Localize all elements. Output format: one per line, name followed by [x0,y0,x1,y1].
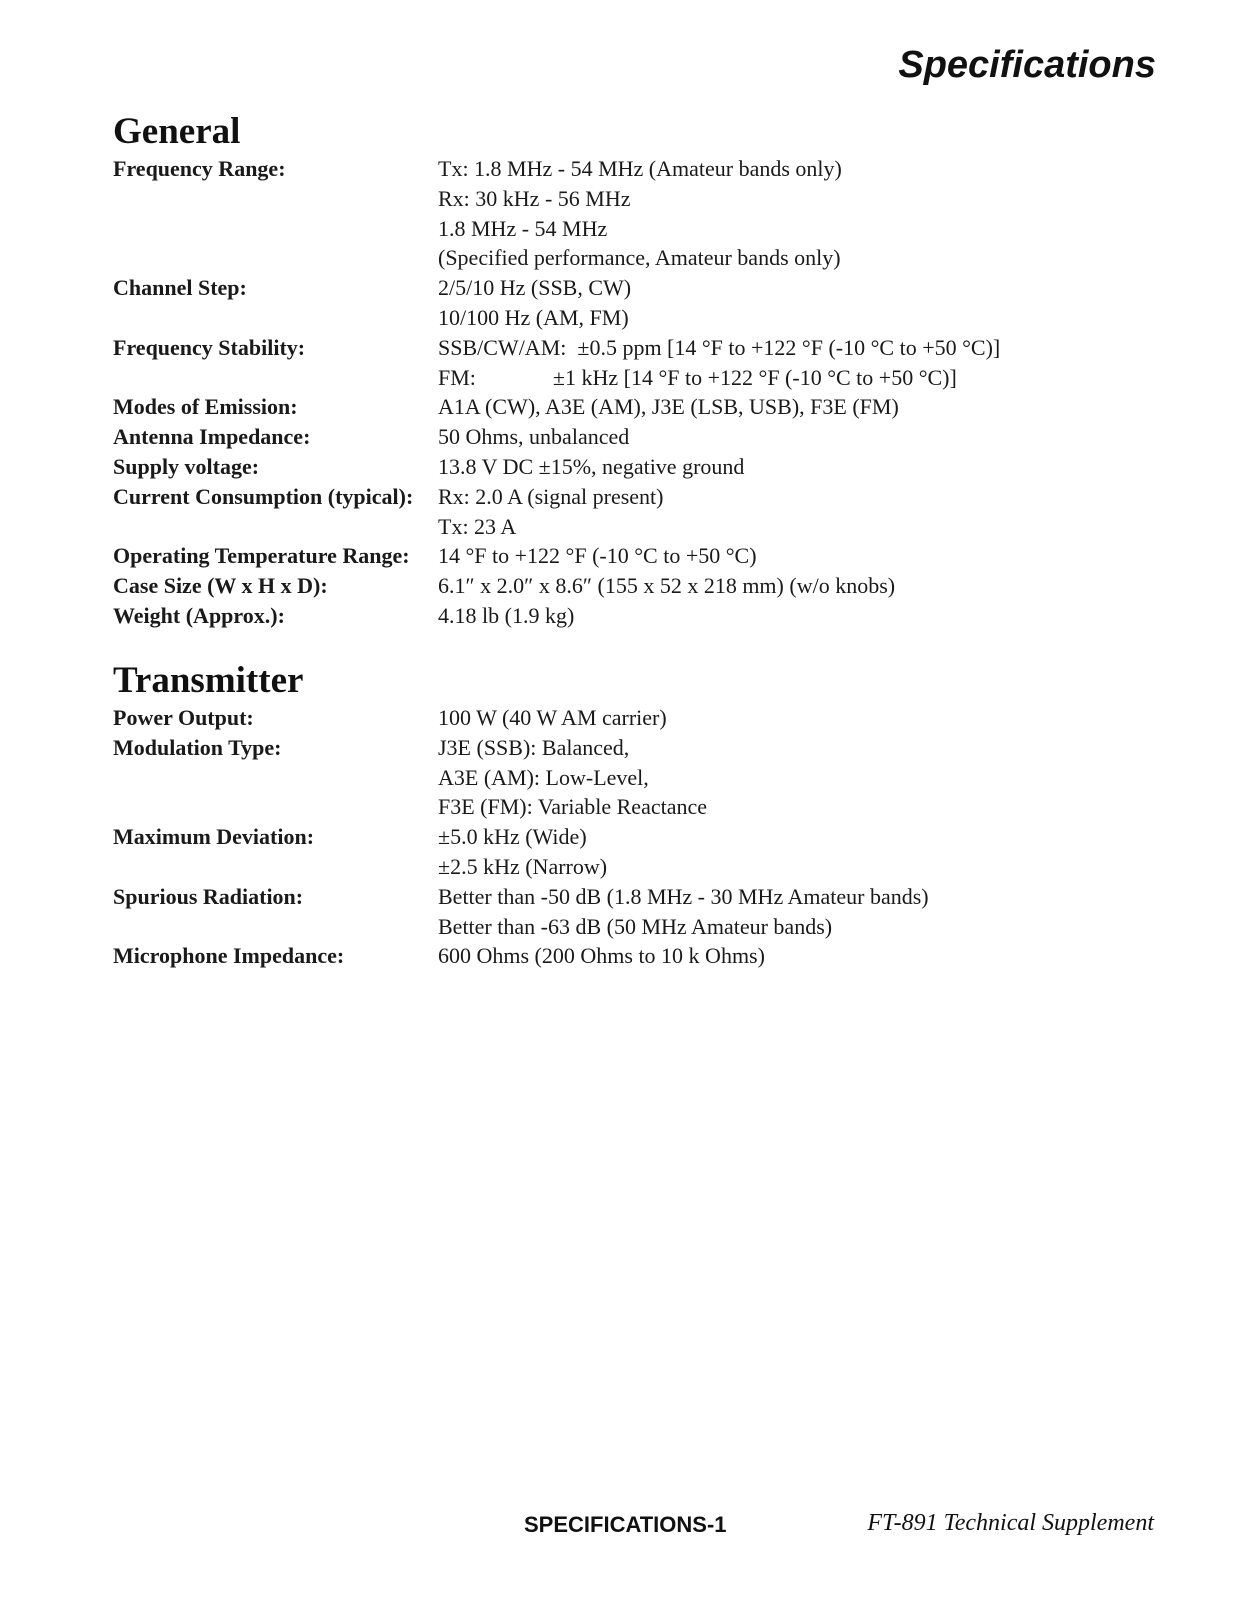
spec-value: Tx: 1.8 MHz - 54 MHz (Amateur bands only) [438,156,842,181]
spec-value: 14 °F to +122 °F (-10 °C to +50 °C) [438,543,757,569]
spec-value: Better than -63 dB (50 MHz Amateur bands) [438,913,833,939]
spec-value: Rx: 30 kHz - 56 MHz [438,185,631,211]
spec-label: Current Consumption (typical): [113,483,414,509]
spec-values [438,571,1153,601]
spec-label: Antenna Impedance: [113,424,311,450]
spec-values [438,941,1153,971]
spec-row [113,482,1153,542]
spec-value: 2/5/10 Hz (SSB, CW) [438,275,632,301]
spec-values [438,703,1153,733]
spec-value: 13.8 V DC ±15%, negative ground [438,453,745,479]
spec-values [438,333,1153,393]
spec-row [113,882,1153,942]
spec-values [438,482,1153,542]
spec-row [113,452,1153,482]
spec-row [113,422,1153,452]
spec-list-general [113,154,1153,631]
spec-values [438,422,1153,452]
spec-label: Supply voltage: [113,453,260,479]
spec-row [113,571,1153,601]
spec-label: Channel Step: [113,275,247,301]
section-heading-general: General [113,111,241,152]
spec-row [113,154,1153,273]
spec-value: Rx: 2.0 A (signal present) [438,483,664,509]
spec-value: ±5.0 kHz (Wide) [438,824,587,850]
spec-value: 10/100 Hz (AM, FM) [438,304,629,330]
spec-label: Operating Temperature Range: [113,543,410,569]
spec-row [113,273,1153,333]
spec-values [438,273,1153,333]
spec-row [113,703,1153,733]
spec-row [113,392,1153,422]
spec-value: SSB/CW/AM: ±0.5 ppm [14 °F to +122 °F (-10 °C to +50 °C)] [438,334,1001,360]
general-section [113,110,1153,631]
spec-value: 6.1″ x 2.0″ x 8.6″ (155 x 52 x 218 mm) (w/o knobs) [438,573,896,599]
spec-row [113,541,1153,571]
spec-label: Power Output: [113,705,254,730]
spec-label: Spurious Radiation: [113,883,304,909]
spec-value: Tx: 23 A [438,513,517,539]
spec-label: Modes of Emission: [113,394,298,420]
spec-values [438,822,1153,882]
spec-values [438,733,1153,822]
spec-values [438,541,1153,571]
document-title: FT-891 Technical Supplement [867,1510,1154,1536]
spec-values [438,882,1153,942]
spec-label: Weight (Approx.): [113,602,285,628]
spec-values [438,601,1153,631]
spec-value: Better than -50 dB (1.8 MHz - 30 MHz Amateur bands) [438,883,929,909]
spec-label: Frequency Stability: [113,334,306,360]
spec-row [113,822,1153,882]
spec-values [438,392,1153,422]
spec-label: Case Size (W x H x D): [113,573,328,599]
spec-row [113,941,1153,971]
spec-value: FM: ±1 kHz [14 °F to +122 °F (-10 °C to +50 °C)] [438,364,957,390]
spec-value: (Specified performance, Amateur bands only) [438,245,841,271]
page-title: Specifications [898,44,1156,86]
spec-list-transmitter [113,703,1153,971]
spec-value: J3E (SSB): Balanced, [438,734,630,760]
spec-value: F3E (FM): Variable Reactance [438,794,708,820]
page-number-label: SPECIFICATIONS-1 [524,1512,727,1537]
spec-value: 4.18 lb (1.9 kg) [438,602,575,628]
spec-label: Frequency Range: [113,156,286,181]
transmitter-section [113,659,1153,971]
spec-value: 1.8 MHz - 54 MHz [438,215,608,241]
spec-row [113,733,1153,822]
spec-value: ±2.5 kHz (Narrow) [438,853,608,879]
spec-label: Modulation Type: [113,734,282,760]
spec-values [438,154,1153,273]
spec-row [113,601,1153,631]
spec-label: Microphone Impedance: [113,943,345,969]
spec-values [438,452,1153,482]
spec-value: A3E (AM): Low-Level, [438,764,649,790]
spec-value: 100 W (40 W AM carrier) [438,705,667,730]
spec-row [113,333,1153,393]
spec-value: 600 Ohms (200 Ohms to 10 k Ohms) [438,943,765,969]
spec-label: Maximum Deviation: [113,824,315,850]
section-heading-transmitter: Transmitter [113,660,304,701]
spec-value: 50 Ohms, unbalanced [438,424,630,450]
spec-value: A1A (CW), A3E (AM), J3E (LSB, USB), F3E (FM) [438,394,899,420]
